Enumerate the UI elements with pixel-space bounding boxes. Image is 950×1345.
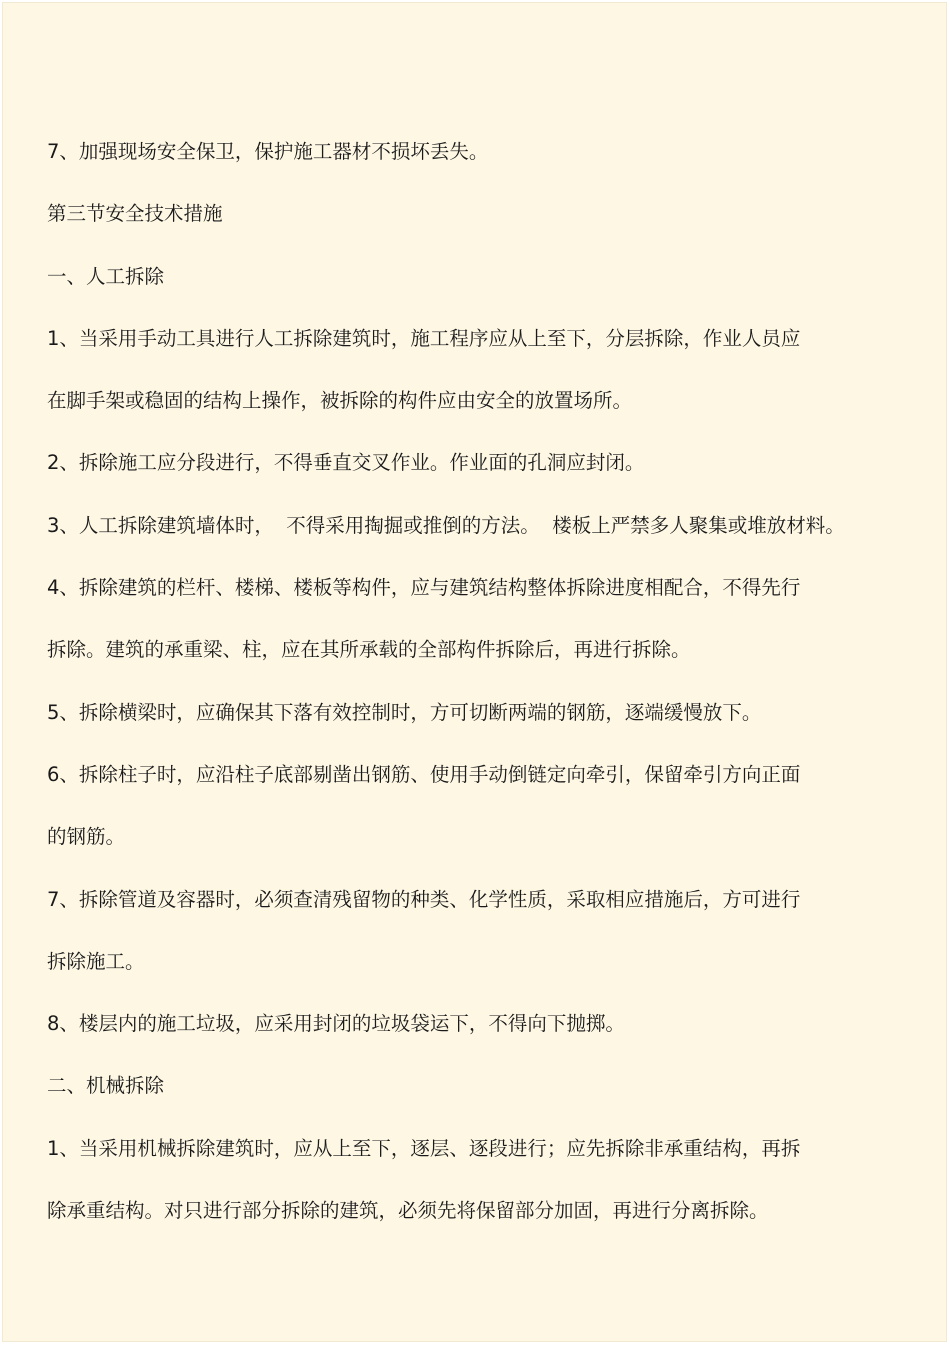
- text-line: 1、当采用机械拆除建筑时，应从上至下，逐层、逐段进行；应先拆除非承重结构，再拆: [47, 1136, 801, 1160]
- text-line: 在脚手架或稳固的结构上操作，被拆除的构件应由安全的放置场所。: [47, 389, 633, 413]
- text-line: 的钢筋。: [47, 825, 126, 849]
- text-line: 5、拆除横梁时，应确保其下落有效控制时，方可切断两端的钢筋，逐端缓慢放下。: [47, 700, 762, 724]
- document-body: [47, 132, 907, 1253]
- document-page: [2, 2, 947, 1342]
- text-line: 4、拆除建筑的栏杆、楼梯、楼板等构件，应与建筑结构整体拆除进度相配合，不得先行: [47, 576, 801, 600]
- text-line: 7、拆除管道及容器时，必须查清残留物的种类、化学性质，采取相应措施后，方可进行: [47, 887, 801, 911]
- text-line: 6、拆除柱子时，应沿柱子底部剔凿出钢筋、使用手动倒链定向牵引，保留牵引方向正面: [47, 762, 801, 786]
- text-line: 拆除。建筑的承重梁、柱，应在其所承载的全部构件拆除后，再进行拆除。: [47, 638, 691, 662]
- text-line: 拆除施工。: [47, 949, 145, 973]
- text-line: 3、人工拆除建筑墙体时， 不得采用掏掘或推倒的方法。 楼板上严禁多人聚集或堆放材料。: [47, 513, 845, 537]
- text-line: 1、当采用手动工具进行人工拆除建筑时，施工程序应从上至下，分层拆除，作业人员应: [47, 326, 801, 350]
- text-line: 7、加强现场安全保卫，保护施工器材不损坏丢失。: [47, 140, 489, 163]
- section-heading: 第三节安全技术措施: [47, 202, 223, 226]
- subsection-heading: 二、机械拆除: [47, 1074, 165, 1098]
- text-line: 8、楼层内的施工垃圾，应采用封闭的垃圾袋运下，不得向下抛掷。: [47, 1012, 625, 1036]
- text-line: 2、拆除施工应分段进行，不得垂直交叉作业。作业面的孔洞应封闭。: [47, 451, 645, 475]
- text-line: 除承重结构。对只进行部分拆除的建筑，必须先将保留部分加固，再进行分离拆除。: [47, 1199, 769, 1223]
- subsection-heading: 一、人工拆除: [47, 264, 165, 288]
